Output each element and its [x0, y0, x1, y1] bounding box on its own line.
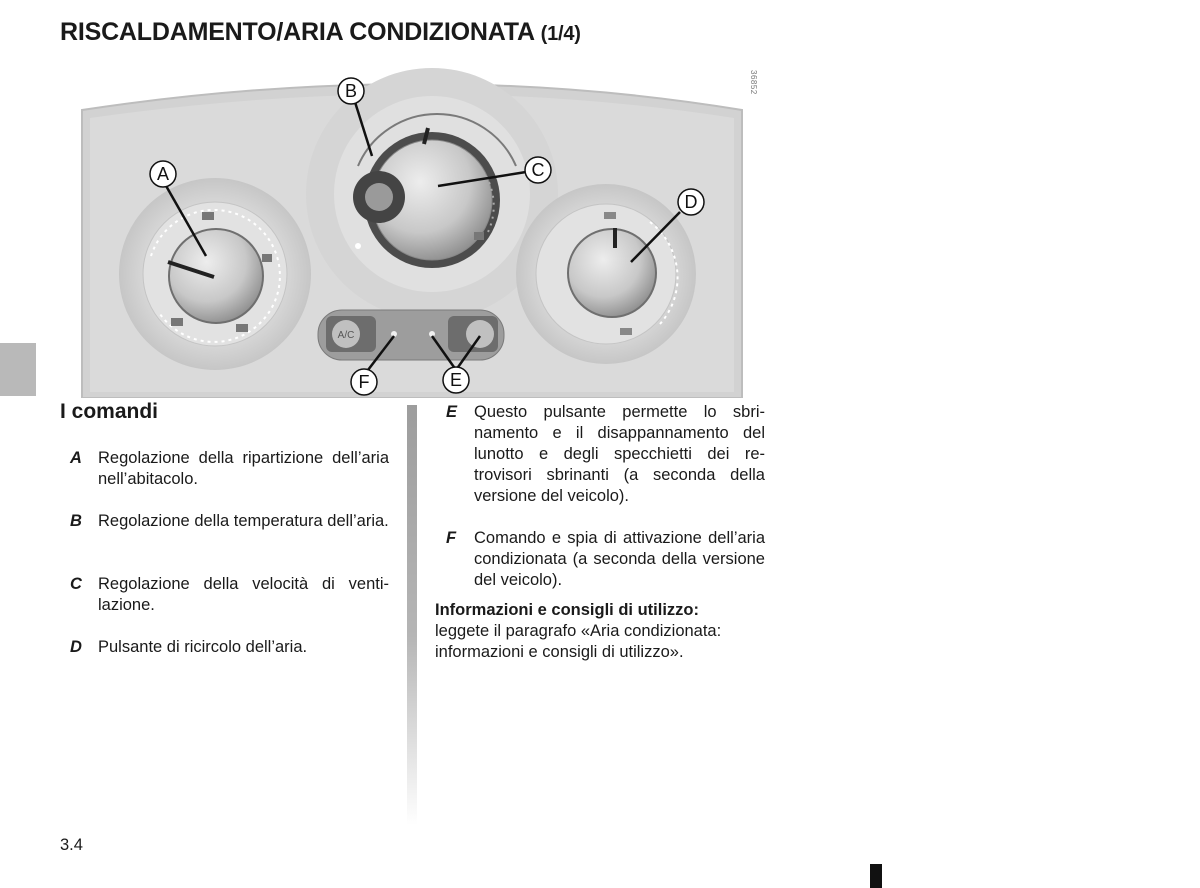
info-note — [435, 600, 765, 663]
callout-f: F — [358, 372, 370, 392]
recirculation-dial — [516, 184, 696, 364]
page-marker — [870, 864, 882, 888]
item-text: Comando e spia di attivazione dell’aria condizionata (a seconda della versione del veicolo). — [474, 529, 765, 589]
page-indicator: (1/4) — [540, 23, 581, 45]
info-heading: Informazioni e consigli di utilizzo: — [435, 601, 699, 619]
item-text: Regolazione della temperatura dell’aria. — [98, 512, 389, 530]
item-letter: C — [70, 575, 82, 593]
button-strip — [318, 310, 504, 360]
callout-b: B — [344, 81, 358, 101]
item-text: Questo pulsante permette lo sbri-namento e il disappannamento del lunotto e degli specchietti dei re-trovisori sbrinanti (a seconda della versione del veicolo). — [474, 403, 765, 505]
section-tab — [0, 343, 36, 396]
page-title — [60, 18, 581, 47]
air-distribution-dial — [119, 178, 311, 370]
callout-d: D — [684, 192, 698, 212]
column-divider — [407, 405, 417, 825]
figure-code: 36852 — [749, 70, 758, 95]
item-letter: A — [70, 449, 82, 467]
climate-control-illustration — [76, 66, 776, 398]
section-heading: I comandi — [60, 400, 159, 423]
callout-a: A — [156, 164, 170, 184]
item-letter: E — [446, 403, 458, 421]
item-letter: D — [70, 638, 82, 656]
title-text: RISCALDAMENTO/ARIA CONDIZIONATA — [60, 18, 534, 46]
item-letter: B — [70, 512, 82, 530]
item-text: Pulsante di ricircolo dell’aria. — [98, 638, 308, 656]
callout-e: E — [449, 370, 463, 390]
info-text: leggete il paragrafo «Aria condizionata: informazioni e consigli di utilizzo». — [435, 622, 722, 661]
callout-c: C — [531, 160, 545, 180]
page-number: 3.4 — [60, 836, 83, 854]
item-letter: F — [446, 529, 457, 547]
ac-button-label: A/C — [337, 330, 355, 341]
item-text: Regolazione della ripartizione dell’aria nell’abitacolo. — [98, 449, 389, 488]
item-text: Regolazione della velocità di venti-lazione. — [98, 575, 389, 614]
